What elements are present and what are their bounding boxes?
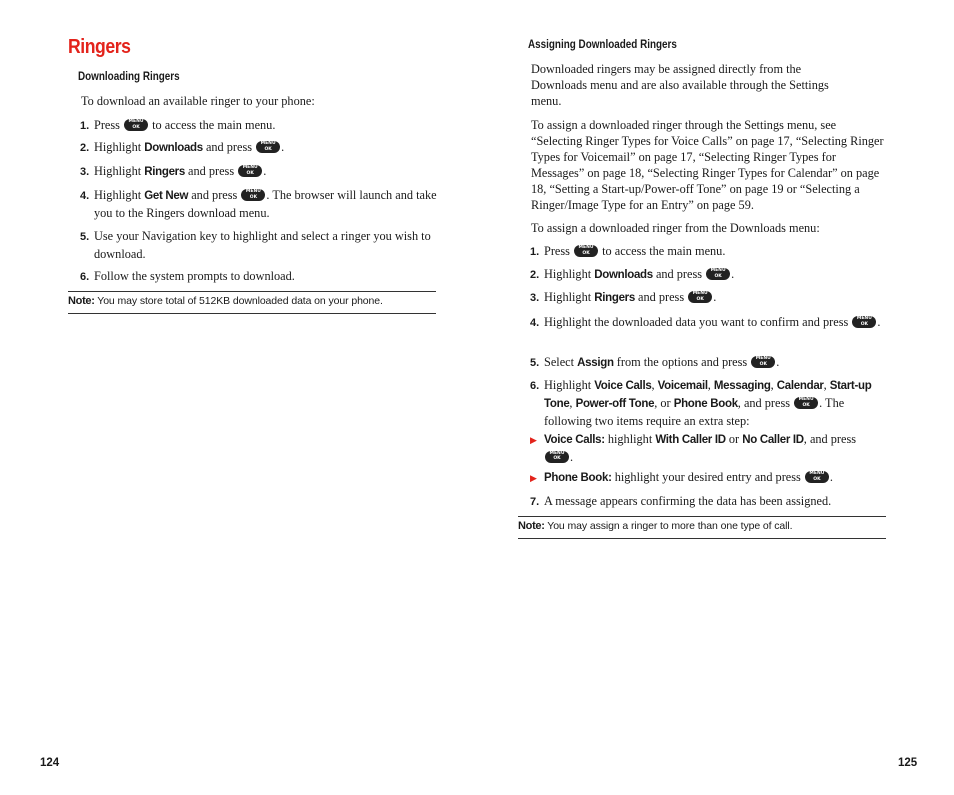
option-calendar: Calendar — [776, 380, 824, 392]
note-bottom-rule — [518, 538, 886, 539]
menu-ok-key-icon — [256, 141, 280, 153]
step-2 — [80, 139, 444, 157]
option-with-caller-id: With Caller ID — [655, 434, 726, 446]
step-4 — [530, 314, 889, 332]
note-text: You may assign a ringer to more than one type of call. — [547, 520, 793, 532]
step-number: 4. — [530, 317, 540, 329]
step-text: . — [713, 290, 717, 304]
page-number-right: 125 — [898, 757, 918, 769]
note-label: Note: — [518, 520, 545, 532]
step-text: , or — [654, 396, 671, 410]
step-text: to access the main menu. — [602, 244, 726, 258]
section-heading-assigning: Assigning Downloaded Ringers — [528, 39, 677, 51]
note-text: You may store total of 512KB downloaded data on your phone. — [97, 295, 383, 307]
step-text: and press — [655, 267, 703, 281]
section-heading-downloading: Downloading Ringers — [78, 71, 180, 83]
step-text: A message appears confirming the data has been assigned. — [544, 494, 832, 508]
paragraph-downloaded-ringers: Downloaded ringers may be assigned directly from the Downloads menu and are also available through the Settings menu. — [531, 62, 829, 108]
menu-ok-key-icon — [241, 189, 265, 201]
step-text: . — [570, 449, 574, 464]
step-number: 3. — [530, 292, 540, 304]
menu-ok-key-icon — [805, 471, 829, 483]
page-title: Ringers — [68, 36, 131, 58]
step-text: Highlight — [544, 290, 592, 304]
step-text: , and press — [737, 396, 791, 410]
menu-ok-key-icon — [574, 245, 598, 257]
menu-ok-key-icon — [238, 165, 262, 177]
step-text: . — [829, 470, 833, 484]
note-bottom-rule — [68, 313, 436, 314]
option-voice-calls: Voice Calls — [594, 380, 652, 392]
note — [68, 294, 436, 308]
step-text: highlight — [607, 432, 653, 446]
step-text: or — [728, 432, 740, 446]
bullet-label-phone-book: Phone Book: — [544, 472, 612, 484]
step-text: . — [263, 164, 267, 178]
step-text: and press — [638, 290, 685, 304]
step-text: . — [281, 140, 285, 154]
menu-option-downloads: Downloads — [144, 142, 203, 154]
step-text: to access the main menu. — [152, 118, 276, 132]
red-triangle-bullet-icon: ▶ — [530, 473, 537, 483]
menu-ok-key-icon — [545, 451, 569, 463]
step-text: , and press — [803, 432, 857, 446]
menu-ok-key-icon — [852, 316, 876, 328]
step-number: 6. — [530, 380, 540, 392]
menu-ok-key-icon — [124, 119, 148, 131]
option-phone-book: Phone Book — [673, 398, 738, 410]
option-no-caller-id: No Caller ID — [742, 434, 804, 446]
step-text: . The following two items require an extra step: — [544, 396, 845, 428]
step-text: Press — [544, 244, 570, 258]
menu-option-assign: Assign — [577, 357, 614, 369]
step-number: 6. — [80, 271, 90, 283]
step-text: . The browser will launch and take you to the Ringers download menu. — [94, 188, 437, 220]
step-text: Press — [94, 118, 120, 132]
step-1 — [80, 117, 444, 135]
intro-text: To download an available ringer to your phone: — [81, 94, 315, 108]
step-number: 7. — [530, 496, 540, 508]
step-text: Highlight — [94, 140, 142, 154]
step-text: and press — [191, 188, 238, 202]
step-number: 5. — [80, 231, 90, 243]
bullet-voice-calls — [530, 431, 874, 465]
step-number: 1. — [530, 246, 540, 258]
step-text: . — [877, 315, 881, 329]
step-text: Follow the system prompts to download. — [94, 269, 295, 283]
note-top-rule — [68, 291, 436, 292]
note-top-rule — [518, 516, 886, 517]
menu-ok-key-icon — [706, 268, 730, 280]
paragraph-settings-menu: To assign a downloaded ringer through the Settings menu, see “Selecting Ringer Types for Voice Calls” on page 17, “Selecting Ringer Types for Voicemail” on page 17, “Selecting Ringer Types for Messages” on page 18, “Selecting Ringer Types for Calendar” on page 18, “Setting a Start-up/Power-off Tone” on page 19 or “Selecting a Ringer/Image Type for an Entry” on page 59. — [531, 118, 884, 212]
step-text: Highlight the downloaded data you want to confirm and press — [544, 315, 849, 329]
step-3 — [80, 163, 444, 181]
note — [518, 519, 886, 533]
step-number: 2. — [80, 142, 90, 154]
menu-ok-key-icon — [751, 356, 775, 368]
step-text: and press — [188, 164, 235, 178]
option-voicemail: Voicemail — [657, 380, 708, 392]
step-5 — [80, 228, 439, 262]
bullet-phone-book — [530, 469, 900, 487]
step-7 — [530, 493, 900, 511]
step-number: 2. — [530, 269, 540, 281]
option-power-off-tone: Power-off Tone — [575, 398, 655, 410]
step-number: 3. — [80, 166, 90, 178]
step-text: highlight your desired entry and press — [614, 470, 801, 484]
step-2 — [530, 266, 900, 284]
bullet-label-voice-calls: Voice Calls: — [544, 434, 605, 446]
step-text: from the options and press — [616, 355, 748, 369]
step-text: Highlight — [94, 188, 142, 202]
menu-option-ringers: Ringers — [144, 166, 185, 178]
red-triangle-bullet-icon: ▶ — [530, 435, 537, 445]
step-6 — [80, 268, 444, 286]
menu-ok-key-icon — [794, 397, 818, 409]
step-text: Highlight — [544, 378, 592, 392]
step-number: 1. — [80, 120, 90, 132]
step-text: and press — [205, 140, 253, 154]
step-text: Highlight — [94, 164, 142, 178]
step-1 — [530, 243, 900, 261]
intro-text-downloads: To assign a downloaded ringer from the Downloads menu: — [531, 221, 820, 235]
menu-ok-key-icon — [688, 291, 712, 303]
step-text: Highlight — [544, 267, 592, 281]
step-text: . — [731, 267, 735, 281]
menu-option-ringers: Ringers — [594, 292, 635, 304]
step-4 — [80, 187, 439, 221]
note-label: Note: — [68, 295, 95, 307]
step-text: Select — [544, 355, 575, 369]
option-start-up-tone: Start-up Tone — [544, 380, 872, 410]
page-number-left: 124 — [40, 757, 60, 769]
option-messaging: Messaging — [713, 380, 771, 392]
menu-option-downloads: Downloads — [594, 269, 653, 281]
step-number: 5. — [530, 357, 540, 369]
step-number: 4. — [80, 190, 90, 202]
step-text: Use your Navigation key to highlight and select a ringer you wish to download. — [94, 229, 431, 261]
step-text: . — [776, 355, 780, 369]
step-6: 6. Highlight Voice Calls, Voicemail, Messaging, Calendar, Start-up Tone, Power-off Tone, or Phone Book, and press MENU OK . The following two items require an extra step: — [530, 377, 894, 430]
step-3 — [530, 289, 900, 307]
step-5 — [530, 354, 900, 372]
menu-option-get-new: Get New — [144, 190, 189, 202]
